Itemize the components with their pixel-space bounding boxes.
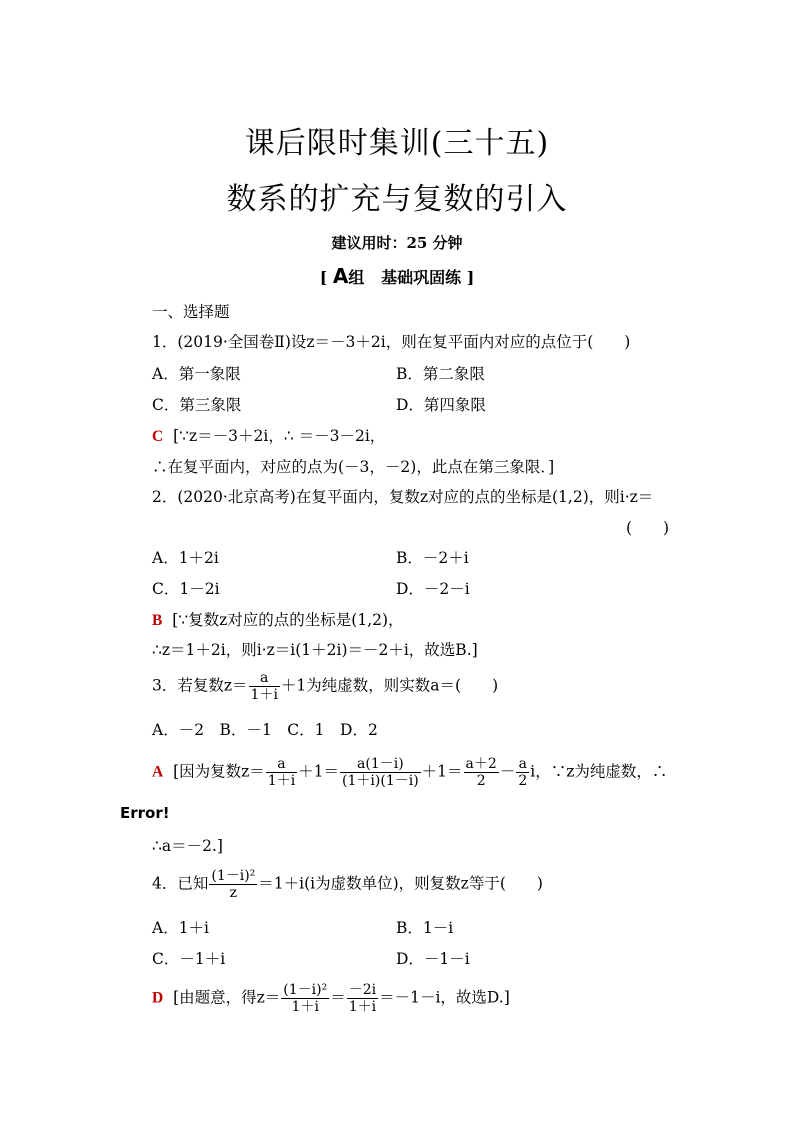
q4-option-b: B．1－i xyxy=(396,919,454,937)
section-label: 一、选择题 xyxy=(152,303,230,321)
q1-solution-line2: ∴在复平面内，对应的点为(－3，－2)，此点在第三象限．] xyxy=(152,458,555,476)
q2-answer: B xyxy=(152,612,163,629)
q1-solution-line1 xyxy=(152,426,385,447)
group-letter: A xyxy=(332,264,349,288)
q4-solution: D [由题意，得z＝ $\frac{\text{(1－i)²}}{1+i}$ ＝ $\frac{-2i}{1+i}$ ＝－1－i，故选D.] xyxy=(152,982,510,1015)
q3-sol-frac3: $\frac{a+2}{2}$ xyxy=(465,756,497,789)
q4-option-d: D．－1－i xyxy=(396,950,470,968)
group-name: 基础巩固练 xyxy=(381,268,462,287)
q1-option-b: B．第二象限 xyxy=(396,365,485,383)
q1-option-d: D．第四象限 xyxy=(396,396,486,414)
q2-option-a: A．1＋2i xyxy=(152,549,219,567)
q4-fraction: $\frac{\text{(1－i)²}}{z}$ xyxy=(211,868,256,901)
bracket-close: ] xyxy=(466,268,475,287)
q4-option-a: A．1＋i xyxy=(152,919,210,937)
q3-sol-frac2: $\frac{a(1-i)}{(1+i)(1-i)}$ xyxy=(342,756,419,789)
page-subtitle: 数系的扩充与复数的引入 xyxy=(226,182,568,217)
q1-option-a: A．第一象限 xyxy=(152,365,241,383)
q3-stem-post: ＋1为纯虚数，则实数a＝( ) xyxy=(280,676,499,695)
q4-option-c: C．－1＋i xyxy=(152,950,226,968)
q2-option-b: B．－2＋i xyxy=(396,549,469,567)
q2-sol1-text: [∵复数z对应的点的坐标是(1,2)， xyxy=(172,611,404,629)
page-title: 课后限时集训(三十五) xyxy=(244,126,550,161)
q3-solution: A [因为复数z＝ $\frac{a}{1+i}$ ＋1＝ $\frac{a(1-i)}{(1+i)(1-i)}$ ＋1＝ $\frac{a+2}{2}$ － $\frac{a}{2}$ i，∵z为纯虚数，∴ xyxy=(152,756,668,789)
q1-option-c: C．第三象限 xyxy=(152,396,242,414)
q3-options: A．－2 B．－1 C．1 D．2 xyxy=(152,721,378,739)
q1-stem: 1．(2019·全国卷Ⅱ)设z＝－3＋2i，则在复平面内对应的点位于( ) xyxy=(152,333,631,351)
q2-option-d: D．－2－i xyxy=(396,580,470,598)
error-text: Error! xyxy=(120,804,170,822)
q2-solution-line2: ∴z＝1＋2i，则i·z＝i(1＋2i)＝－2＋i，故选B.] xyxy=(152,641,478,659)
suggested-time: 建议用时：25 分钟 xyxy=(331,234,463,252)
q2-option-c: C．1－2i xyxy=(152,580,220,598)
q1-answer: C xyxy=(152,428,164,445)
q3-answer: A xyxy=(152,763,164,781)
group-zu: 组 xyxy=(348,268,365,287)
q3-stem xyxy=(152,670,498,703)
group-heading xyxy=(0,264,794,288)
q3-sol-frac1: $\frac{a}{1+i}$ xyxy=(267,756,296,789)
q4-stem: 4．已知 $\frac{\text{(1－i)²}}{z}$ ＝1＋i(i为虚数单位)，则复数z等于( ) xyxy=(152,868,543,901)
q4-sol-frac1: $\frac{\text{(1－i)²}}{1+i}$ xyxy=(283,982,328,1015)
q1-sol1-text: [∵z＝－3＋2i，∴ ＝－3－2i， xyxy=(173,427,386,445)
q3-stem-pre: 3．若复数z＝ xyxy=(152,676,248,695)
q2-solution-line1 xyxy=(152,610,404,631)
q3-sol-frac4: $\frac{a}{2}$ xyxy=(518,756,528,789)
q4-sol-frac2: $\frac{-2i}{1+i}$ xyxy=(348,982,377,1015)
q2-paren: ( ) xyxy=(626,519,670,537)
q3-fraction: $\frac{a}{1+i}$ xyxy=(250,670,278,703)
bracket-open: [ xyxy=(319,268,328,287)
q3-conclusion: ∴a＝－2.] xyxy=(152,837,223,855)
q2-stem: 2．(2020·北京高考)在复平面内，复数z对应的点的坐标是(1,2)，则i·z＝ xyxy=(152,488,654,506)
q4-answer: D xyxy=(152,989,164,1007)
